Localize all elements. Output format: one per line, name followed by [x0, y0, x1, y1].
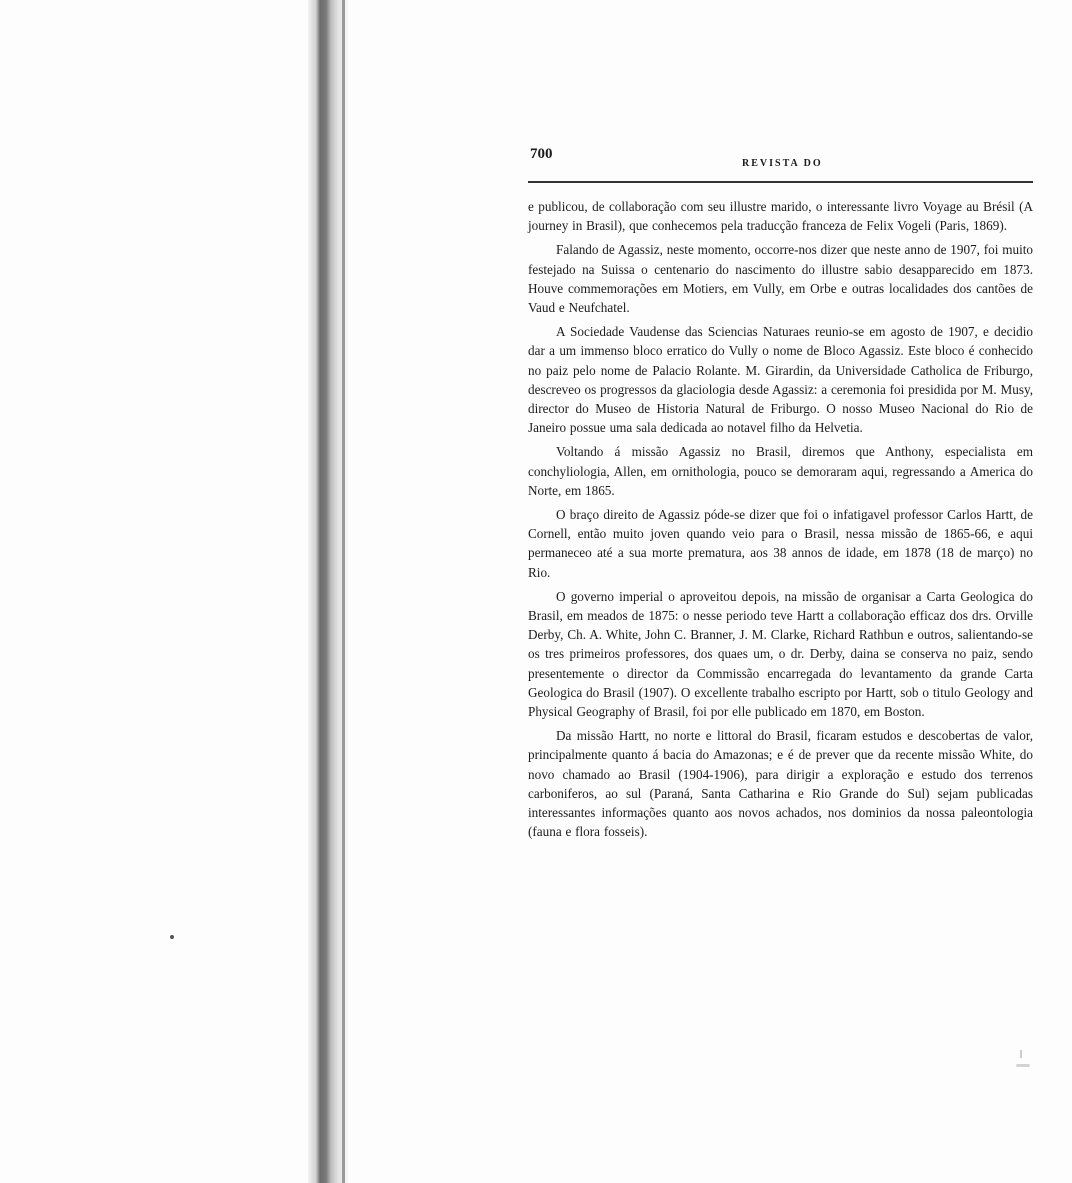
paragraph-5: O braço direito de Agassiz póde-se dizer que foi o infatigavel professor Carlos Hartt, de Cornell, então muito joven quando veio para o Brasil, nessa missão de 1865-66, e aqui permaneceo até a sua morte prematura, aos 38 annos de idade, em 1878 (18 de março) no Rio. — [528, 507, 1033, 580]
paragraph-7: Da missão Hartt, no norte e littoral do Brasil, ficaram estudos e descobertas de valor, principalmente quanto á bacia do Amazonas; e é de prever que da recente missão White, do novo chamado ao Brasil (1904-1906), para dirigir a exploração e estudo dos terrenos carboniferos, ao sul (Paraná, Santa Catharina e Rio Grande do Sul) sejam publicadas interessantes informações quanto aos novos achados, nos dominios da nossa paleontologia (fauna e flora fosseis). — [528, 728, 1033, 840]
paragraph-1: e publicou, de collaboração com seu illustre marido, o interessante livro Voyage au Brésil (A journey in Brasil), que conhecemos pela traducção franceza de Felix Vogeli (Paris, 1869). — [528, 199, 1033, 234]
paragraph-6: O governo imperial o aproveitou depois, na missão de organisar a Carta Geologica do Brasil, em meados de 1875: o nesse periodo teve Hartt a collaboração efficaz dos drs. Orville Derby, Ch. A. White, John C. Branner, J. M. Clarke, Richard Rathbun e outros, salientando-se os tres primeiros professores, dos quaes um, o dr. Derby, daina se conserva no paiz, sendo presentemente o director da Commissão encarregada do levantamento da grande Carta Geologica do Brasil (1907). O excellente trabalho escripto por Hartt, sob o titulo Geology and Physical Geography of Brasil, foi por elle publicado em 1870, em Boston. — [528, 588, 1033, 720]
page-header — [528, 145, 1033, 183]
body-text — [528, 197, 1033, 847]
scan-mark — [1016, 1064, 1030, 1067]
scan-speck — [170, 935, 174, 939]
running-title: REVISTA DO — [742, 158, 823, 169]
binding-gutter-line — [342, 0, 345, 1183]
paragraph-4: Voltando á missão Agassiz no Brasil, diremos que Anthony, especialista em conchyliologia, Allen, em ornithologia, pouco se demoraram aqui, regressando a America do Norte, em 1865. — [528, 444, 1033, 498]
scan-mark — [1020, 1050, 1022, 1058]
page-number: 700 — [530, 146, 553, 162]
paragraph-2: Falando de Agassiz, neste momento, occorre-nos dizer que neste anno de 1907, foi muito festejado na Suissa o centenario do nascimento do illustre sabio desapparecido em 1873. Houve commemorações em Motiers, em Vully, em Orbe e outras localidades dos cantões de Vaud e Neufchatel. — [528, 242, 1033, 316]
paragraph-3: A Sociedade Vaudense das Sciencias Naturaes reunio-se em agosto de 1907, e decidio dar a um immenso bloco erratico do Vully o nome de Bloco Agassiz. Este bloco é conhecido no paiz pelo nome de Palacio Rolante. M. Girardin, da Universidade Catholica de Friburgo, descreveo os progressos da glaciologia desde Agassiz: a ceremonia foi presidida por M. Musy, director do Museo de Historia Natural de Friburgo. O nosso Museo Nacional do Rio de Janeiro possue uma sala dedicada ao notavel filho da Helvetia. — [528, 324, 1033, 436]
